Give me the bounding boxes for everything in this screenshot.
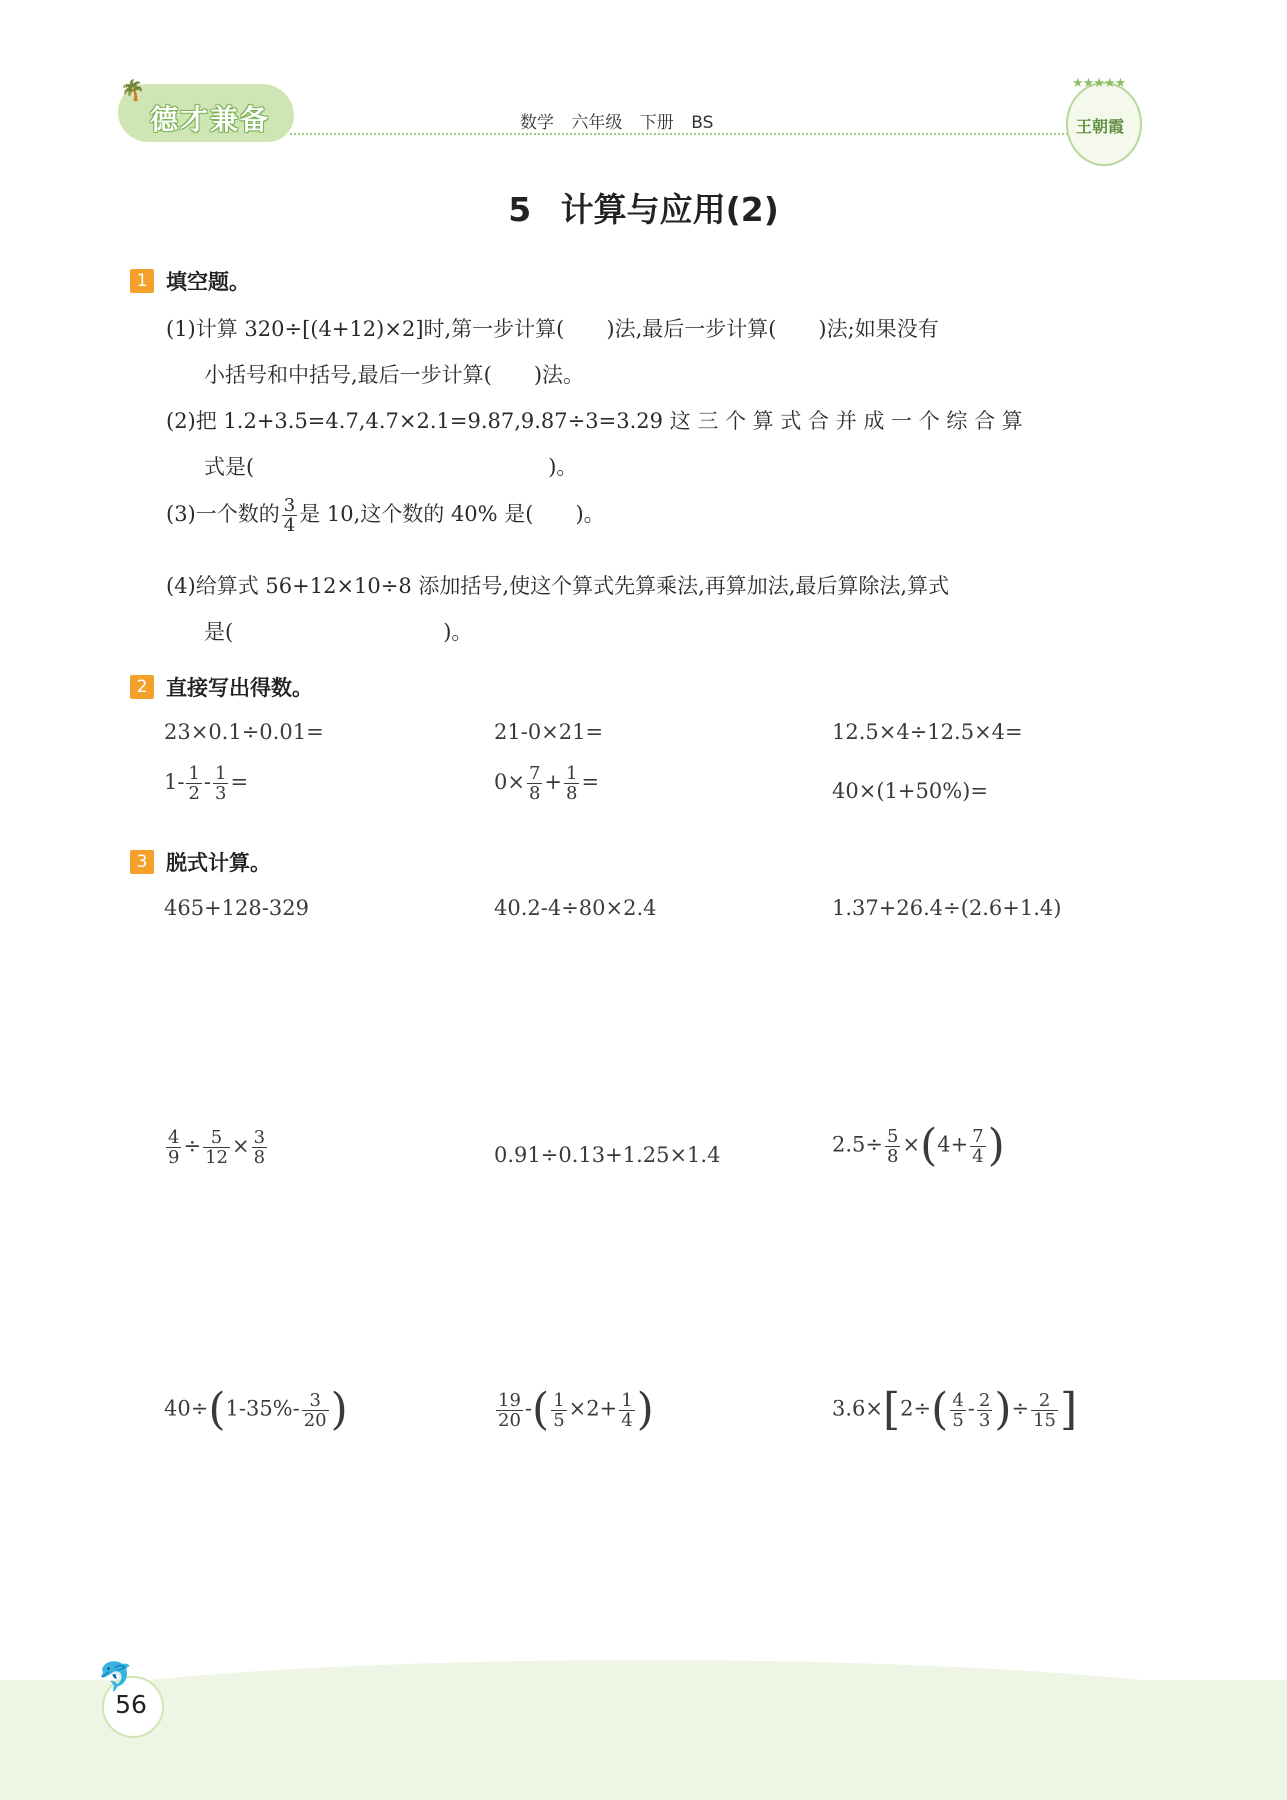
fraction [527, 764, 542, 803]
step-calc-5: 0.91÷0.13+1.25×1.4 [494, 1143, 721, 1167]
left-paren: ( [208, 1384, 226, 1435]
section-title-3: 脱式计算。 [166, 851, 271, 875]
fraction-denominator: 2 [188, 783, 200, 804]
section-title-1: 填空题。 [166, 270, 250, 294]
fraction [885, 1127, 900, 1166]
star-icons: ★★★★★ [1072, 76, 1126, 91]
fraction-denominator: 8 [566, 783, 578, 804]
fraction [1031, 1391, 1058, 1430]
fraction-numerator: 1 [553, 1389, 565, 1411]
step-calc-3: 1.37+26.4÷(2.6+1.4) [832, 896, 1062, 920]
expr-part: ÷ [1011, 1396, 1030, 1421]
fraction-numerator: 7 [528, 763, 541, 784]
right-paren: ) [330, 1384, 348, 1435]
fraction-numerator: 4 [168, 1127, 180, 1148]
fraction-numerator: 3 [302, 1391, 329, 1411]
fraction-numerator: 1 [188, 763, 200, 784]
fraction-denominator: 20 [498, 1409, 521, 1431]
question-2-line-1: (2)把 1.2+3.5=4.7,4.7×2.1=9.87,9.87÷3=3.29 这 三 个 算 式 合 并 成 一 个 综 合 算 [166, 409, 1023, 433]
fraction [977, 1391, 992, 1430]
fraction-denominator: 8 [528, 783, 541, 804]
section-number-1: 1 [130, 269, 154, 293]
oral-calc-6: 40×(1+50%)= [832, 779, 988, 803]
fraction-numerator: 2 [978, 1389, 991, 1411]
fraction-numerator: 3 [283, 495, 296, 516]
expr-part: = [230, 770, 249, 794]
expr-part: × [902, 1132, 921, 1157]
left-paren: ( [532, 1384, 550, 1435]
step-calc-8 [494, 1384, 654, 1435]
fraction [252, 1128, 267, 1167]
question-2-line-2: 式是( )。 [204, 455, 578, 479]
expr-part: - [524, 1396, 533, 1421]
expr-part: + [544, 770, 563, 794]
fraction-numerator: 7 [972, 1125, 984, 1147]
fraction [203, 1128, 230, 1167]
step-calc-1: 465+128-329 [164, 896, 309, 920]
fraction [186, 764, 201, 803]
fraction [302, 1391, 329, 1430]
expr-part: × [231, 1134, 250, 1158]
question-3 [166, 496, 605, 535]
page-number: 56 [115, 1690, 147, 1719]
fraction-denominator: 12 [205, 1147, 228, 1168]
right-paren: ) [994, 1384, 1012, 1435]
fraction-denominator: 4 [283, 515, 296, 536]
oral-calc-2: 21-0×21= [494, 720, 604, 744]
expr-part: - [203, 770, 212, 794]
section-number-2: 2 [130, 675, 154, 699]
series-logo: 德才兼备 [150, 103, 271, 136]
fraction-denominator: 4 [621, 1409, 633, 1431]
fraction-denominator: 4 [972, 1145, 984, 1167]
step-calc-6 [832, 1120, 1005, 1171]
expr-part: 4+ [937, 1132, 969, 1157]
fraction-numerator: 4 [952, 1389, 964, 1411]
subject-line: 数学 六年级 下册 BS [520, 113, 714, 133]
page-title: 5 计算与应用(2) [508, 190, 779, 229]
header-divider [290, 133, 1120, 135]
expr-part: ×2+ [568, 1396, 618, 1421]
fraction-numerator: 5 [887, 1125, 899, 1147]
expr-part: ÷ [183, 1134, 202, 1158]
expr-part: 1- [164, 770, 185, 794]
fraction [970, 1127, 985, 1166]
left-paren: ( [920, 1120, 938, 1171]
oral-calc-3: 12.5×4÷12.5×4= [832, 720, 1023, 744]
right-paren: ) [636, 1384, 654, 1435]
footer-background [0, 1680, 1287, 1800]
fraction-numerator: 1 [215, 763, 227, 784]
badge-author-name: 王朝霞 [1076, 117, 1125, 136]
right-paren: ) [987, 1120, 1005, 1171]
fraction [213, 764, 228, 803]
step-calc-2: 40.2-4÷80×2.4 [494, 896, 657, 920]
question-1-line-2: 小括号和中括号,最后一步计算( )法。 [204, 363, 585, 387]
question-4-line-2: 是( )。 [204, 620, 473, 644]
oral-calc-4 [164, 764, 248, 803]
fraction [950, 1391, 965, 1430]
fraction-denominator: 15 [1033, 1409, 1057, 1431]
question-4-line-1: (4)给算式 56+12×10÷8 添加括号,使这个算式先算乘法,再算加法,最后算除法,算式 [166, 574, 950, 598]
step-calc-9 [832, 1384, 1078, 1435]
fraction-numerator: 3 [253, 1127, 266, 1148]
fraction-numerator: 1 [566, 763, 578, 784]
step-calc-4 [164, 1128, 269, 1167]
section-number-3: 3 [130, 850, 154, 874]
palm-tree-icon: 🌴 [120, 78, 145, 102]
fraction-denominator: 20 [303, 1409, 327, 1431]
oral-calc-1: 23×0.1÷0.01= [164, 720, 324, 744]
fraction-denominator: 3 [215, 783, 227, 804]
fraction-denominator: 8 [253, 1147, 266, 1168]
fraction-denominator: 3 [978, 1409, 991, 1431]
q3-suffix: 是 10,这个数的 40% 是( )。 [299, 502, 605, 526]
dolphin-icon: 🐬 [98, 1660, 133, 1693]
left-paren: ( [931, 1384, 949, 1435]
section-title-2: 直接写出得数。 [166, 676, 313, 700]
q3-prefix: (3)一个数的 [166, 502, 280, 526]
fraction-numerator: 19 [498, 1389, 521, 1411]
question-1-line-1: (1)计算 320÷[(4+12)×2]时,第一步计算( )法,最后一步计算( )法;如果没有 [166, 317, 939, 341]
expr-part: - [967, 1396, 975, 1421]
left-bracket: [ [883, 1384, 901, 1435]
expr-part: 1-35%- [225, 1396, 300, 1421]
fraction-numerator: 5 [203, 1128, 230, 1148]
expr-part: 40÷ [164, 1396, 209, 1421]
fraction-denominator: 8 [887, 1145, 899, 1167]
fraction-numerator: 1 [621, 1389, 633, 1411]
expr-part: 2÷ [900, 1396, 932, 1421]
expr-part: = [581, 770, 600, 794]
fraction-denominator: 5 [553, 1409, 565, 1431]
expr-part: 0× [494, 770, 525, 794]
fraction [282, 496, 297, 535]
expr-part: 3.6× [832, 1396, 883, 1421]
fraction [496, 1391, 523, 1430]
fraction [564, 764, 579, 803]
fraction-numerator: 2 [1031, 1391, 1058, 1411]
fraction [619, 1391, 634, 1430]
right-bracket: ] [1060, 1384, 1078, 1435]
step-calc-7 [164, 1384, 348, 1435]
oral-calc-5 [494, 764, 599, 803]
fraction [551, 1391, 566, 1430]
fraction-denominator: 5 [952, 1409, 964, 1431]
fraction-denominator: 9 [168, 1147, 180, 1168]
expr-part: 2.5÷ [832, 1132, 883, 1157]
fraction [166, 1128, 181, 1167]
